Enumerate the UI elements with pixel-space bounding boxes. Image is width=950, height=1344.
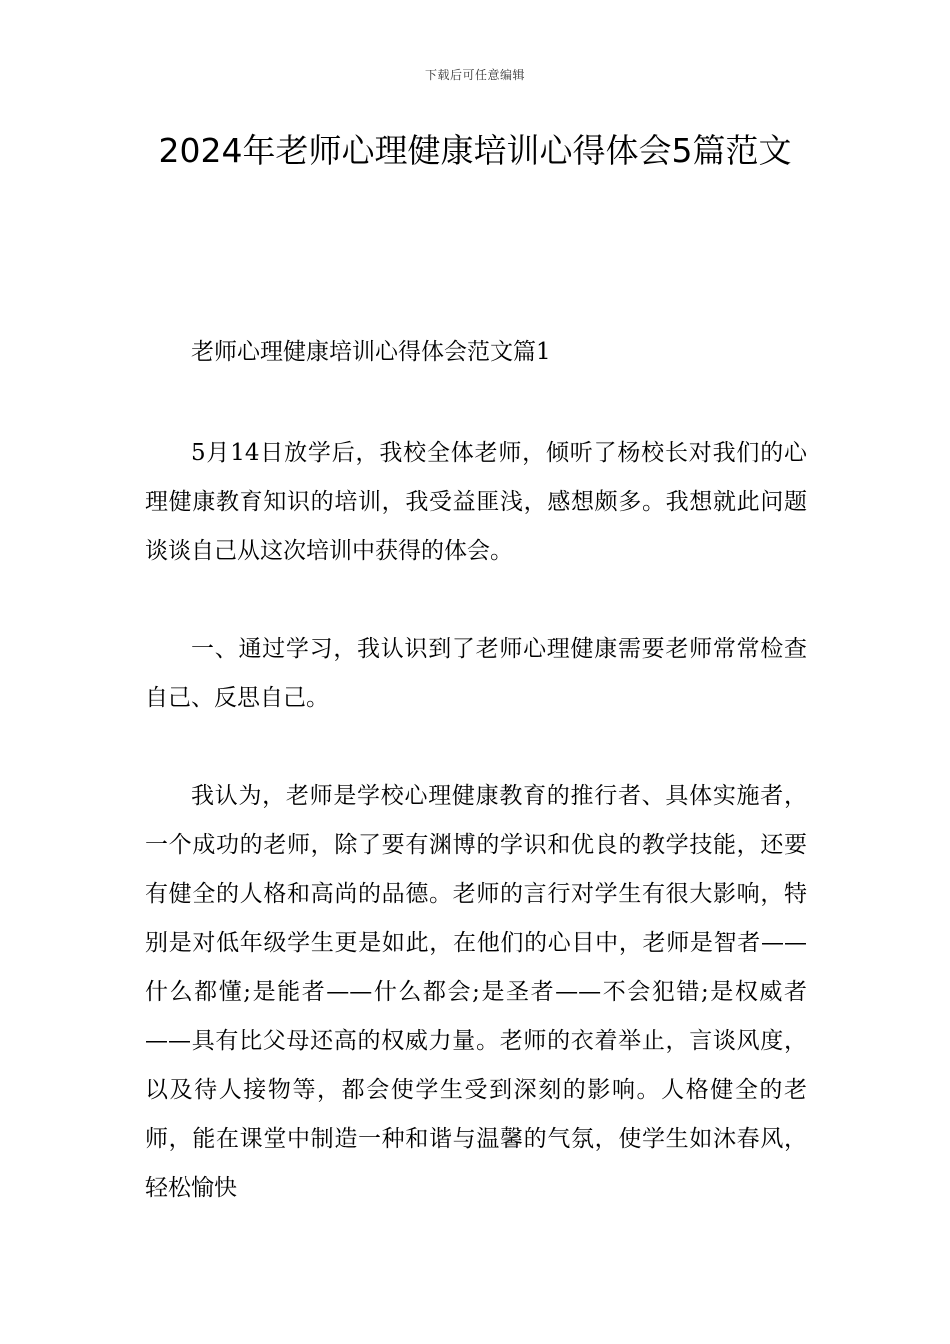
paragraph: 5月14日放学后，我校全体老师，倾听了杨校长对我们的心理健康教育知识的培训，我受益匪浅，感想颇多。我想就此问题谈谈自己从这次培训中获得的体会。 <box>145 440 807 564</box>
section-heading: 老师心理健康培训心得体会范文篇1 <box>191 339 551 365</box>
paragraph: 一、通过学习，我认识到了老师心理健康需要老师常常检查自己、反思自己。 <box>145 636 807 711</box>
paragraph: 我认为，老师是学校心理健康教育的推行者、具体实施者，一个成功的老师，除了要有渊博的学识和优良的教学技能，还要有健全的人格和高尚的品德。老师的言行对学生有很大影响，特别是对低年级学生更是如此，在他们的心目中，老师是智者——什么都懂;是能者——什么都会;是圣者——不会犯错;是权威者——具有比父母还高的权威力量。老师的衣着举止，言谈风度，以及待人接物等，都会使学生受到深刻的影响。人格健全的老师，能在课堂中制造一种和谐与温馨的气氛，使学生如沐春风，轻松愉快 <box>145 783 807 1201</box>
header-note: 下载后可任意编辑 <box>424 68 525 82</box>
document-title: 2024年老师心理健康培训心得体会5篇范文 <box>158 131 792 170</box>
document-body <box>145 328 807 1262</box>
